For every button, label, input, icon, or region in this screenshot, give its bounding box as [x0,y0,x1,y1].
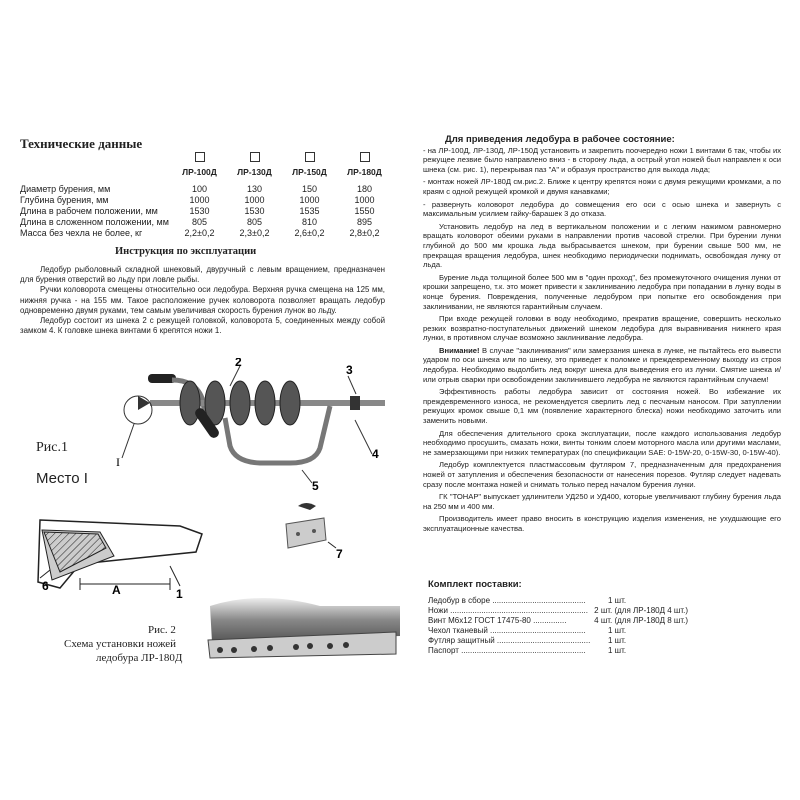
table-row [20,195,392,206]
list-item [428,636,688,646]
working-position-section [423,135,781,537]
callout-1: 1 [176,587,183,600]
list-item [428,626,688,636]
kit-item-qty: 1 шт. [608,636,627,645]
kit-item-qty: 1 шт. [608,646,627,655]
cell: 1000 [244,195,265,205]
callout-4: 4 [372,447,379,461]
model-header: ЛР-100Д [182,167,217,177]
cell: 2,6±0,2 [294,228,325,238]
callout-7: 7 [336,547,343,561]
cell: 150 [301,184,318,194]
kit-item-name: Винт М6х12 ГОСТ 17475-80 ............... [428,616,567,625]
specs-title: Технические данные [20,136,143,151]
model-header: ЛР-150Д [292,167,327,177]
kit-item-name: Чехол тканевый ........................................... [428,626,586,635]
table-row [20,228,392,239]
paragraph: Установить ледобур на лед в вертикальном положении и с легким нажимом равномерно вращать коловорот обеими руками в направлении против часовой стрелки. При бурении лунки глубиной до 500 мм крошка льда выбрасывается шнеком, при бурении свыше 500 мм, не прекращая вращения ледобура, шнек необходимо периодически поднимать, освобождая лунку от льда. [423,221,781,270]
callout-A: А [112,583,121,597]
kit-item-qty: 2 шт. (для ЛР-180Д 4 шт.) [594,606,688,615]
cell: 805 [246,217,263,227]
paragraph: ГК "ТОНАР" выпускает удлинители УД250 и УД400, которые увеличивают глубину бурения льда на 250 мм и 400 мм. [423,492,781,511]
list-item [428,616,688,626]
paragraph: Ледобур состоит из шнека 2 с режущей головкой, коловорота 5, соединенных между собой замком 4. К головке шнека винтами 6 крепятся ножи 1. [20,316,385,336]
warning-label: Внимание! [439,345,480,355]
checkbox-icon[interactable] [195,152,205,162]
fig1-caption: Рис.1 [36,440,68,455]
paragraph: Ледобур рыболовный складной шнековый, двуручный с левым вращением, предназначен для бурения отверстий во льду при ловле рыбы. [20,265,385,285]
fig2-title-line2: ледобура ЛР-180Д [96,652,183,664]
cell: 1530 [189,206,210,216]
paragraph: Ручки коловорота смещены относительно оси ледобура. Верхняя ручка смещена на 125 мм, нижняя ручка - на 155 мм. Такое расположение ручек коловорота позволяет вращать ледобур одновременно двумя руками, тем самым увеличивая скорость бурения лунок во льду. [20,285,385,315]
kit-item-name: Ледобур в сборе .......................................... [428,596,586,605]
cell: 1530 [244,206,265,216]
blade-install-photo [200,592,400,672]
paragraph: - на ЛР-100Д, ЛР-130Д, ЛР-150Д установить и закрепить поочередно ножи 1 винтами 6 так, чтобы их режущее лезвие было направлено вниз - в сторону льда, а острый угол ножей был направлен к оси шнека (см. рис. 1), перекрывая паз "А" и образуя пространство для выхода льда; [423,145,781,174]
cell: 100 [191,184,208,194]
kit-item-name: Футляр защитный .......................................... [428,636,591,645]
cell: 1550 [354,206,375,216]
row-label: Глубина бурения, мм [20,195,109,205]
row-label: Масса без чехла не более, кг [20,228,143,238]
callout-6: 6 [42,579,49,593]
kit-item-qty: 1 шт. [608,626,627,635]
warning-paragraph [423,346,781,384]
kit-item-qty: 1 шт. [608,596,627,605]
model-header: ЛР-130Д [237,167,272,177]
table-row [20,206,392,217]
cell: 895 [356,217,373,227]
kit-title: Комплект поставки: [428,579,522,590]
instructions-text [20,265,385,336]
callout-I: I [116,455,120,469]
callout-2: 2 [235,358,242,369]
checkbox-icon[interactable] [305,152,315,162]
paragraph: - развернуть коловорот ледобура до совмещения его оси с осью шнека и завернуть с максимальным усилием гайку-барашек 3 до отказа. [423,199,781,219]
cell: 2,2±0,2 [184,228,215,238]
checkbox-icon[interactable] [250,152,260,162]
warning-text: В случае "заклинивания" или замерзания шнека в лунке, не пытайтесь его вывести ударом по оси шнека или по шнеку, это приведет к поломке и преждевременному выходу из строя ледобура. Необходимо выдолбить лед вокруг шнека для выведения его из лунки. Смятие шнека и/или отрыв сварки при освобождении заклинившего ледобура не являются гарантийным случаем! [423,345,781,384]
detail-figure [20,490,220,600]
paragraph: Эффективность работы ледобура зависит от состояния ножей. Во избежание их преждевременного износа, не рекомендуется сверлить лед с песчаным наносом. При затуплении режущих кромок свыше 0,1 мм (появление характерного блеска) ножи необходимо заточить или заменить новыми. [423,387,781,426]
paragraph: Бурение льда толщиной более 500 мм в "один проход", без промежуточного очищения лунки от крошки запрещено, т.к. это может привести к заклиниванию ледобура при попадании в лунку воды в конце бурения. Повреждения, полученные ледобуром при попытке его освобождения при заклинивании, не являются гарантийным случаем. [423,272,781,311]
cell: 1535 [299,206,320,216]
list-item [428,646,688,656]
kit-item-name: Паспорт ........................................................ [428,646,586,655]
checkbox-icon[interactable] [360,152,370,162]
kit-item-name: Ножи .............................................................. [428,606,588,615]
kit-item-qty: 4 шт. (для ЛР-180Д 8 шт.) [594,616,688,625]
cell: 1000 [299,195,320,205]
callout-3: 3 [346,363,353,377]
working-position-title: Для приведения ледобура в рабочее состояние: [445,134,675,145]
specs-table [20,152,392,239]
list-item [428,596,688,606]
callout-5: 5 [312,479,319,493]
paragraph: При входе режущей головки в воду необходимо, прекратив вращение, совершить несколько резких возвратно-поступательных движений шнеком ледобура для выравнивания нижнего края лунки, в противном случае возможно заклинивание ледобура. [423,314,781,343]
row-label: Длина в рабочем положении, мм [20,206,158,216]
blade-case-figure [280,496,360,566]
fig2-caption: Рис. 2 [148,624,176,636]
list-item [428,606,688,616]
place-label: Место I [36,470,88,487]
model-header: ЛР-180Д [347,167,382,177]
table-row [20,184,392,195]
cell: 2,3±0,2 [239,228,270,238]
paragraph: - монтаж ножей ЛР-180Д см.рис.2. Ближе к центру крепятся ножи с двумя режущими кромками, а по краям с одной режущей кромкой и двумя канавками; [423,177,781,196]
paragraph: Производитель имеет право вносить в конструкцию изделия изменения, не ухудшающие его эксплуатационные качества. [423,514,781,533]
cell: 805 [191,217,208,227]
cell: 1000 [354,195,375,205]
instructions-title: Инструкция по эксплуатации [115,246,257,257]
paragraph: Для обеспечения длительного срока эксплуатации, после каждого использования ледобур необходимо просушить, смазать ножи, винты тонким слоем моторного масла или другими маслами, не замерзающими при низких температурах (по спецификации SAE: 0-15W-20, 0-15W-30, 0-15W-40). [423,428,781,457]
cell: 2,8±0,2 [349,228,380,238]
cell: 130 [246,184,263,194]
row-label: Длина в сложенном положении, мм [20,217,169,227]
kit-section [428,579,688,656]
cell: 180 [356,184,373,194]
paragraph: Ледобур комплектуется пластмассовым футляром 7, предназначенным для предохранения ножей от затупления и обеспечения безопасности от нанесения порезов. Футляр следует надевать сразу после монтажа ножей и снимать только перед началом бурения лунки. [423,460,781,489]
cell: 810 [301,217,318,227]
row-label: Диаметр бурения, мм [20,184,111,194]
cell: 1000 [189,195,210,205]
fig2-title-line1: Схема установки ножей [64,638,177,650]
table-row [20,217,392,228]
